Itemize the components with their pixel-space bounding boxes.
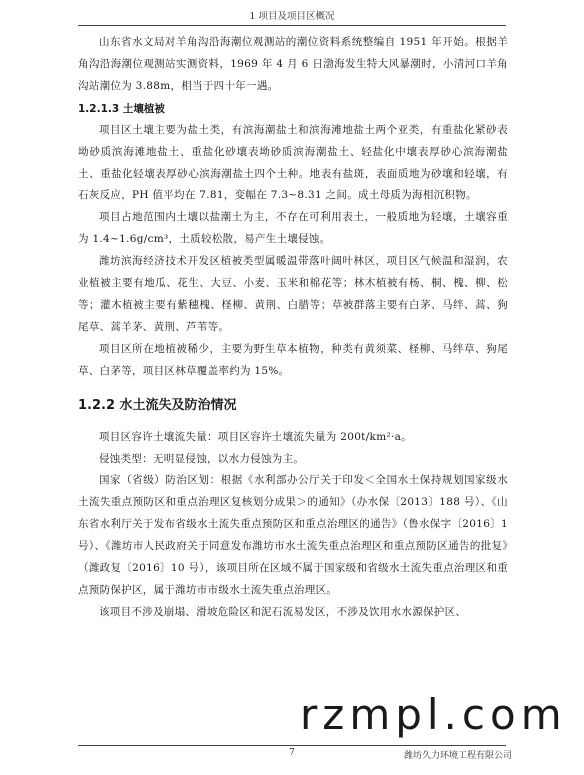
paragraph-vegetation-types: 潍坊滨海经济技术开发区植被类型属暖温带落叶阔叶林区，项目区气候温和湿润，农业植被主要有地瓜、花生、大豆、小麦、玉米和棉花等；林木植被有杨、桐、槐、柳、松等；灌木植被主要有紫穗槐、柽柳、黄荆、白腊等；草被群落主要有白茅、马绊、蒿、狗尾草、蒿羊茅、黄荆、芦苇等。 <box>78 255 508 333</box>
paragraph-prevention-zoning: 国家（省级）防治区划：根据《水利部办公厅关于印发＜全国水土保持规划国家级水土流失重点预防区和重点治理区复核划分成果＞的通知》（办水保〔2013〕188 号）、《山东省水利厅关于发布省级水土流失重点预防区和重点治理区的通告》（鲁水保字〔2016〕1 号）、《潍坊市人民政府关于同意发布潍坊市水土流失重点治理区和重点预防区通告的批复》（潍政复〔2016〕10 号），该项目所在区域不属于国家级和省级水土流失重点治理区和重点预防保护区，属于潍坊市市级水土流失重点治理区。 <box>78 474 508 596</box>
page-body <box>78 32 508 624</box>
page-number: 7 <box>289 748 295 758</box>
running-header: 1 项目及项目区概况 <box>78 8 506 26</box>
paragraph-hazard-zones: 该项目不涉及崩塌、滑坡危险区和泥石流易发区，不涉及饮用水水源保护区、 <box>99 605 467 618</box>
site-watermark: rzmpl.com <box>300 690 567 739</box>
paragraph-allowable-erosion: 项目区容许土壤流失量：项目区容许土壤流失量为 200t/km²·a。 <box>99 430 412 443</box>
page-footer <box>78 745 512 766</box>
paragraph-soil-occupied-area: 项目占地范围内土壤以盐潮土为主，不存在可利用表土，一般质地为轻壤，土壤容重为 1.4~1.6g/cm³，土质较松散，易产生土壤侵蚀。 <box>78 211 508 246</box>
section-heading-soil-vegetation: 1.2.1.3 土壤植被 <box>78 102 165 115</box>
paragraph-vegetation-coverage: 项目区所在地植被稀少，主要为野生草本植物，种类有黄须菜、柽柳、马绊草、狗尾草、白茅等，项目区林草覆盖率约为 15%。 <box>78 342 508 377</box>
paragraph-erosion-type: 侵蚀类型：无明显侵蚀，以水力侵蚀为主。 <box>99 452 305 465</box>
footer-company-name: 潍坊久力环境工程有限公司 <box>403 751 512 761</box>
paragraph-tide-record: 山东省水文局对羊角沟沿海潮位观测站的潮位资料系统整编自 1951 年开始。根据羊角沟沿海潮位观测站实测资料，1969 年 4 月 6 日渤海发生特大风暴潮时，小清河口羊角沟站潮位为 3.88m，相当于四十年一遇。 <box>78 36 508 92</box>
paragraph-soil-types: 项目区土壤主要为盐土类，有滨海潮盐土和滨海滩地盐土两个亚类，有重盐化紧砂表坳砂质滨海滩地盐土、重盐化砂壤表坳砂质滨海潮盐土、轻盐化中壤表厚砂心滨海潮盐土、重盐化轻壤表厚砂心滨海潮盐土四个土种。地表有盐斑，表面质地为砂壤和轻壤，有石灰反应，PH 值平均在 7.81，变幅在 7.3~8.31 之间。成土母质为海相沉积物。 <box>78 123 508 202</box>
section-heading-soil-erosion: 1.2.2 水土流失及防治情况 <box>78 397 237 413</box>
